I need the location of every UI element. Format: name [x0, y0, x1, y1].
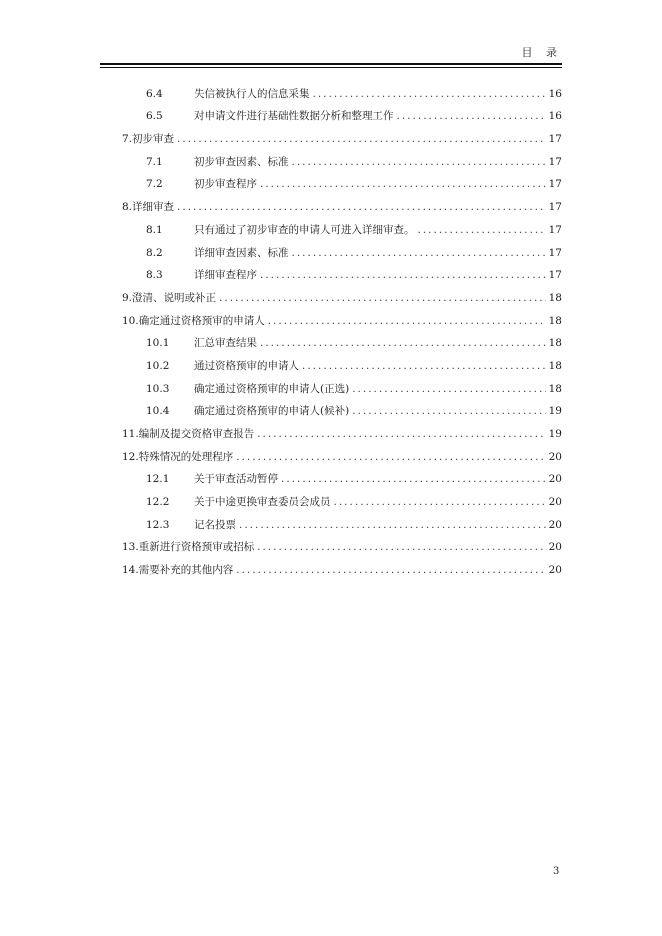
- toc-dot-leader: [257, 540, 545, 554]
- toc-entry[interactable]: [122, 101, 562, 124]
- toc-entry-number: 12.2: [146, 496, 170, 509]
- toc-entry-number: 6.4: [146, 87, 163, 100]
- toc-entry-label: 详细审查因素、标准: [194, 246, 289, 259]
- toc-dot-leader: [236, 563, 545, 577]
- toc-entry[interactable]: [122, 350, 562, 373]
- toc-entry-number: 8.2: [146, 246, 163, 259]
- toc-entry[interactable]: [122, 464, 562, 487]
- toc-entry-page: 20: [548, 518, 562, 531]
- toc-entry-number: 7.1: [146, 155, 163, 168]
- toc-entry-page: 19: [548, 428, 562, 440]
- toc-dot-leader: [302, 359, 546, 373]
- toc-dot-leader: [418, 223, 546, 237]
- toc-entry[interactable]: [122, 328, 562, 351]
- toc-entry[interactable]: [122, 237, 562, 260]
- toc-entry-page: 20: [548, 473, 562, 486]
- header-rule: [100, 63, 562, 65]
- toc-entry-label: 通过资格预审的申请人: [194, 359, 299, 372]
- toc-entry[interactable]: [122, 441, 562, 464]
- toc-dot-leader: [236, 450, 545, 464]
- toc-entry-page: 17: [548, 246, 562, 259]
- toc-entry-label: 失信被执行人的信息采集: [194, 87, 310, 100]
- toc-entry-label: 初步审查因素、标准: [194, 155, 289, 168]
- toc-entry[interactable]: [122, 554, 562, 577]
- toc-dot-leader: [334, 495, 546, 509]
- toc-entry[interactable]: [122, 532, 562, 555]
- toc-entry[interactable]: [122, 418, 562, 441]
- toc-entry-page: 17: [548, 269, 562, 282]
- toc-entry-number: 13.: [122, 541, 139, 554]
- toc-entry-number: 10.3: [146, 382, 170, 395]
- toc-entry-label: 初步审查程序: [194, 178, 257, 191]
- toc-entry-number: 10.1: [146, 337, 170, 350]
- toc-dot-leader: [397, 109, 546, 123]
- toc-entry-label: 只有通过了初步审查的申请人可进入详细审查。: [194, 223, 415, 236]
- toc-entry-label: 编制及提交资格审查报告: [138, 428, 255, 440]
- toc-entry[interactable]: [122, 509, 562, 532]
- page-number: 3: [553, 866, 560, 877]
- toc-entry[interactable]: [122, 214, 562, 237]
- toc-entry-page: 20: [548, 564, 562, 577]
- toc-entry-number: 10.: [122, 314, 139, 327]
- toc-entry-number: 8.: [122, 201, 133, 214]
- toc-entry[interactable]: [122, 260, 562, 283]
- toc-entry-page: 18: [548, 291, 562, 304]
- toc-entry-page: 17: [548, 133, 562, 146]
- toc-entry-label: 确定通过资格预审的申请人(候补): [194, 405, 350, 418]
- toc-entry-page: 17: [548, 223, 562, 236]
- header-rule-thin: [100, 67, 562, 68]
- toc-entry-page: 19: [548, 405, 562, 418]
- toc-entry[interactable]: [122, 373, 562, 396]
- toc-dot-leader: [292, 246, 546, 260]
- page-header: [100, 44, 562, 64]
- toc-entry-page: 18: [548, 314, 562, 327]
- toc-dot-leader: [292, 155, 546, 169]
- toc-dot-leader: [352, 382, 545, 396]
- toc-dot-leader: [239, 518, 546, 532]
- toc-entry-label: 详细审查: [132, 201, 175, 214]
- toc-entry-number: 7.: [122, 133, 133, 146]
- toc-entry-page: 16: [548, 87, 562, 100]
- toc-entry-label: 特殊情况的处理程序: [138, 450, 234, 463]
- toc-entry-page: 18: [548, 337, 562, 350]
- toc-entry[interactable]: [122, 146, 562, 169]
- toc-dot-leader: [281, 472, 546, 486]
- toc-dot-leader: [352, 404, 545, 418]
- header-title: 目 录: [521, 46, 562, 59]
- toc-entry-label: 关于审查活动暂停: [194, 473, 278, 486]
- toc-entry-number: 10.4: [146, 405, 170, 418]
- toc-dot-leader: [260, 336, 546, 350]
- toc-entry-label: 详细审查程序: [194, 269, 257, 282]
- toc-dot-leader: [257, 427, 545, 441]
- table-of-contents: [122, 78, 562, 577]
- toc-entry-page: 18: [548, 359, 562, 372]
- toc-entry-label: 汇总审查结果: [194, 337, 257, 350]
- toc-entry-page: 20: [548, 496, 562, 509]
- toc-entry-label: 确定通过资格预审的申请人: [138, 314, 265, 327]
- toc-dot-leader: [313, 87, 546, 101]
- toc-entry-number: 8.3: [146, 269, 163, 282]
- toc-entry[interactable]: [122, 305, 562, 328]
- toc-entry[interactable]: [122, 486, 562, 509]
- toc-entry-number: 12.3: [146, 518, 170, 531]
- toc-entry-page: 20: [548, 450, 562, 463]
- toc-entry-label: 对申请文件进行基础性数据分析和整理工作: [194, 110, 394, 123]
- toc-dot-leader: [177, 200, 546, 214]
- toc-dot-leader: [219, 291, 546, 305]
- toc-dot-leader: [260, 177, 546, 191]
- toc-entry-label: 初步审查: [132, 133, 175, 146]
- toc-entry-page: 20: [548, 541, 562, 554]
- toc-entry-label: 澄清、说明或补正: [132, 291, 217, 304]
- toc-entry-number: 8.1: [146, 223, 163, 236]
- toc-entry-label: 记名投票: [194, 518, 236, 531]
- toc-entry-page: 17: [548, 178, 562, 191]
- toc-dot-leader: [268, 314, 546, 328]
- toc-entry[interactable]: [122, 396, 562, 419]
- toc-entry-number: 7.2: [146, 178, 163, 191]
- toc-entry[interactable]: [122, 191, 562, 214]
- toc-entry-page: 16: [548, 110, 562, 123]
- toc-entry-number: 9.: [122, 291, 133, 304]
- toc-entry-page: 17: [548, 155, 562, 168]
- toc-entry[interactable]: [122, 123, 562, 146]
- toc-entry[interactable]: [122, 169, 562, 192]
- toc-entry-number: 11.: [122, 428, 139, 440]
- toc-entry-label: 需要补充的其他内容: [138, 564, 234, 577]
- toc-dot-leader: [260, 268, 546, 282]
- toc-entry[interactable]: [122, 282, 562, 305]
- toc-entry-number: 10.2: [146, 359, 170, 372]
- toc-entry[interactable]: [122, 78, 562, 101]
- toc-entry-label: 确定通过资格预审的申请人(正选): [194, 382, 350, 395]
- toc-entry-page: 18: [548, 382, 562, 395]
- toc-entry-number: 12.1: [146, 473, 170, 486]
- toc-entry-number: 14.: [122, 564, 139, 577]
- toc-entry-label: 关于中途更换审查委员会成员: [194, 496, 331, 509]
- toc-entry-page: 17: [548, 201, 562, 214]
- toc-entry-number: 12.: [122, 450, 139, 463]
- toc-dot-leader: [177, 132, 546, 146]
- toc-entry-number: 6.5: [146, 110, 163, 123]
- toc-entry-label: 重新进行资格预审或招标: [138, 541, 255, 554]
